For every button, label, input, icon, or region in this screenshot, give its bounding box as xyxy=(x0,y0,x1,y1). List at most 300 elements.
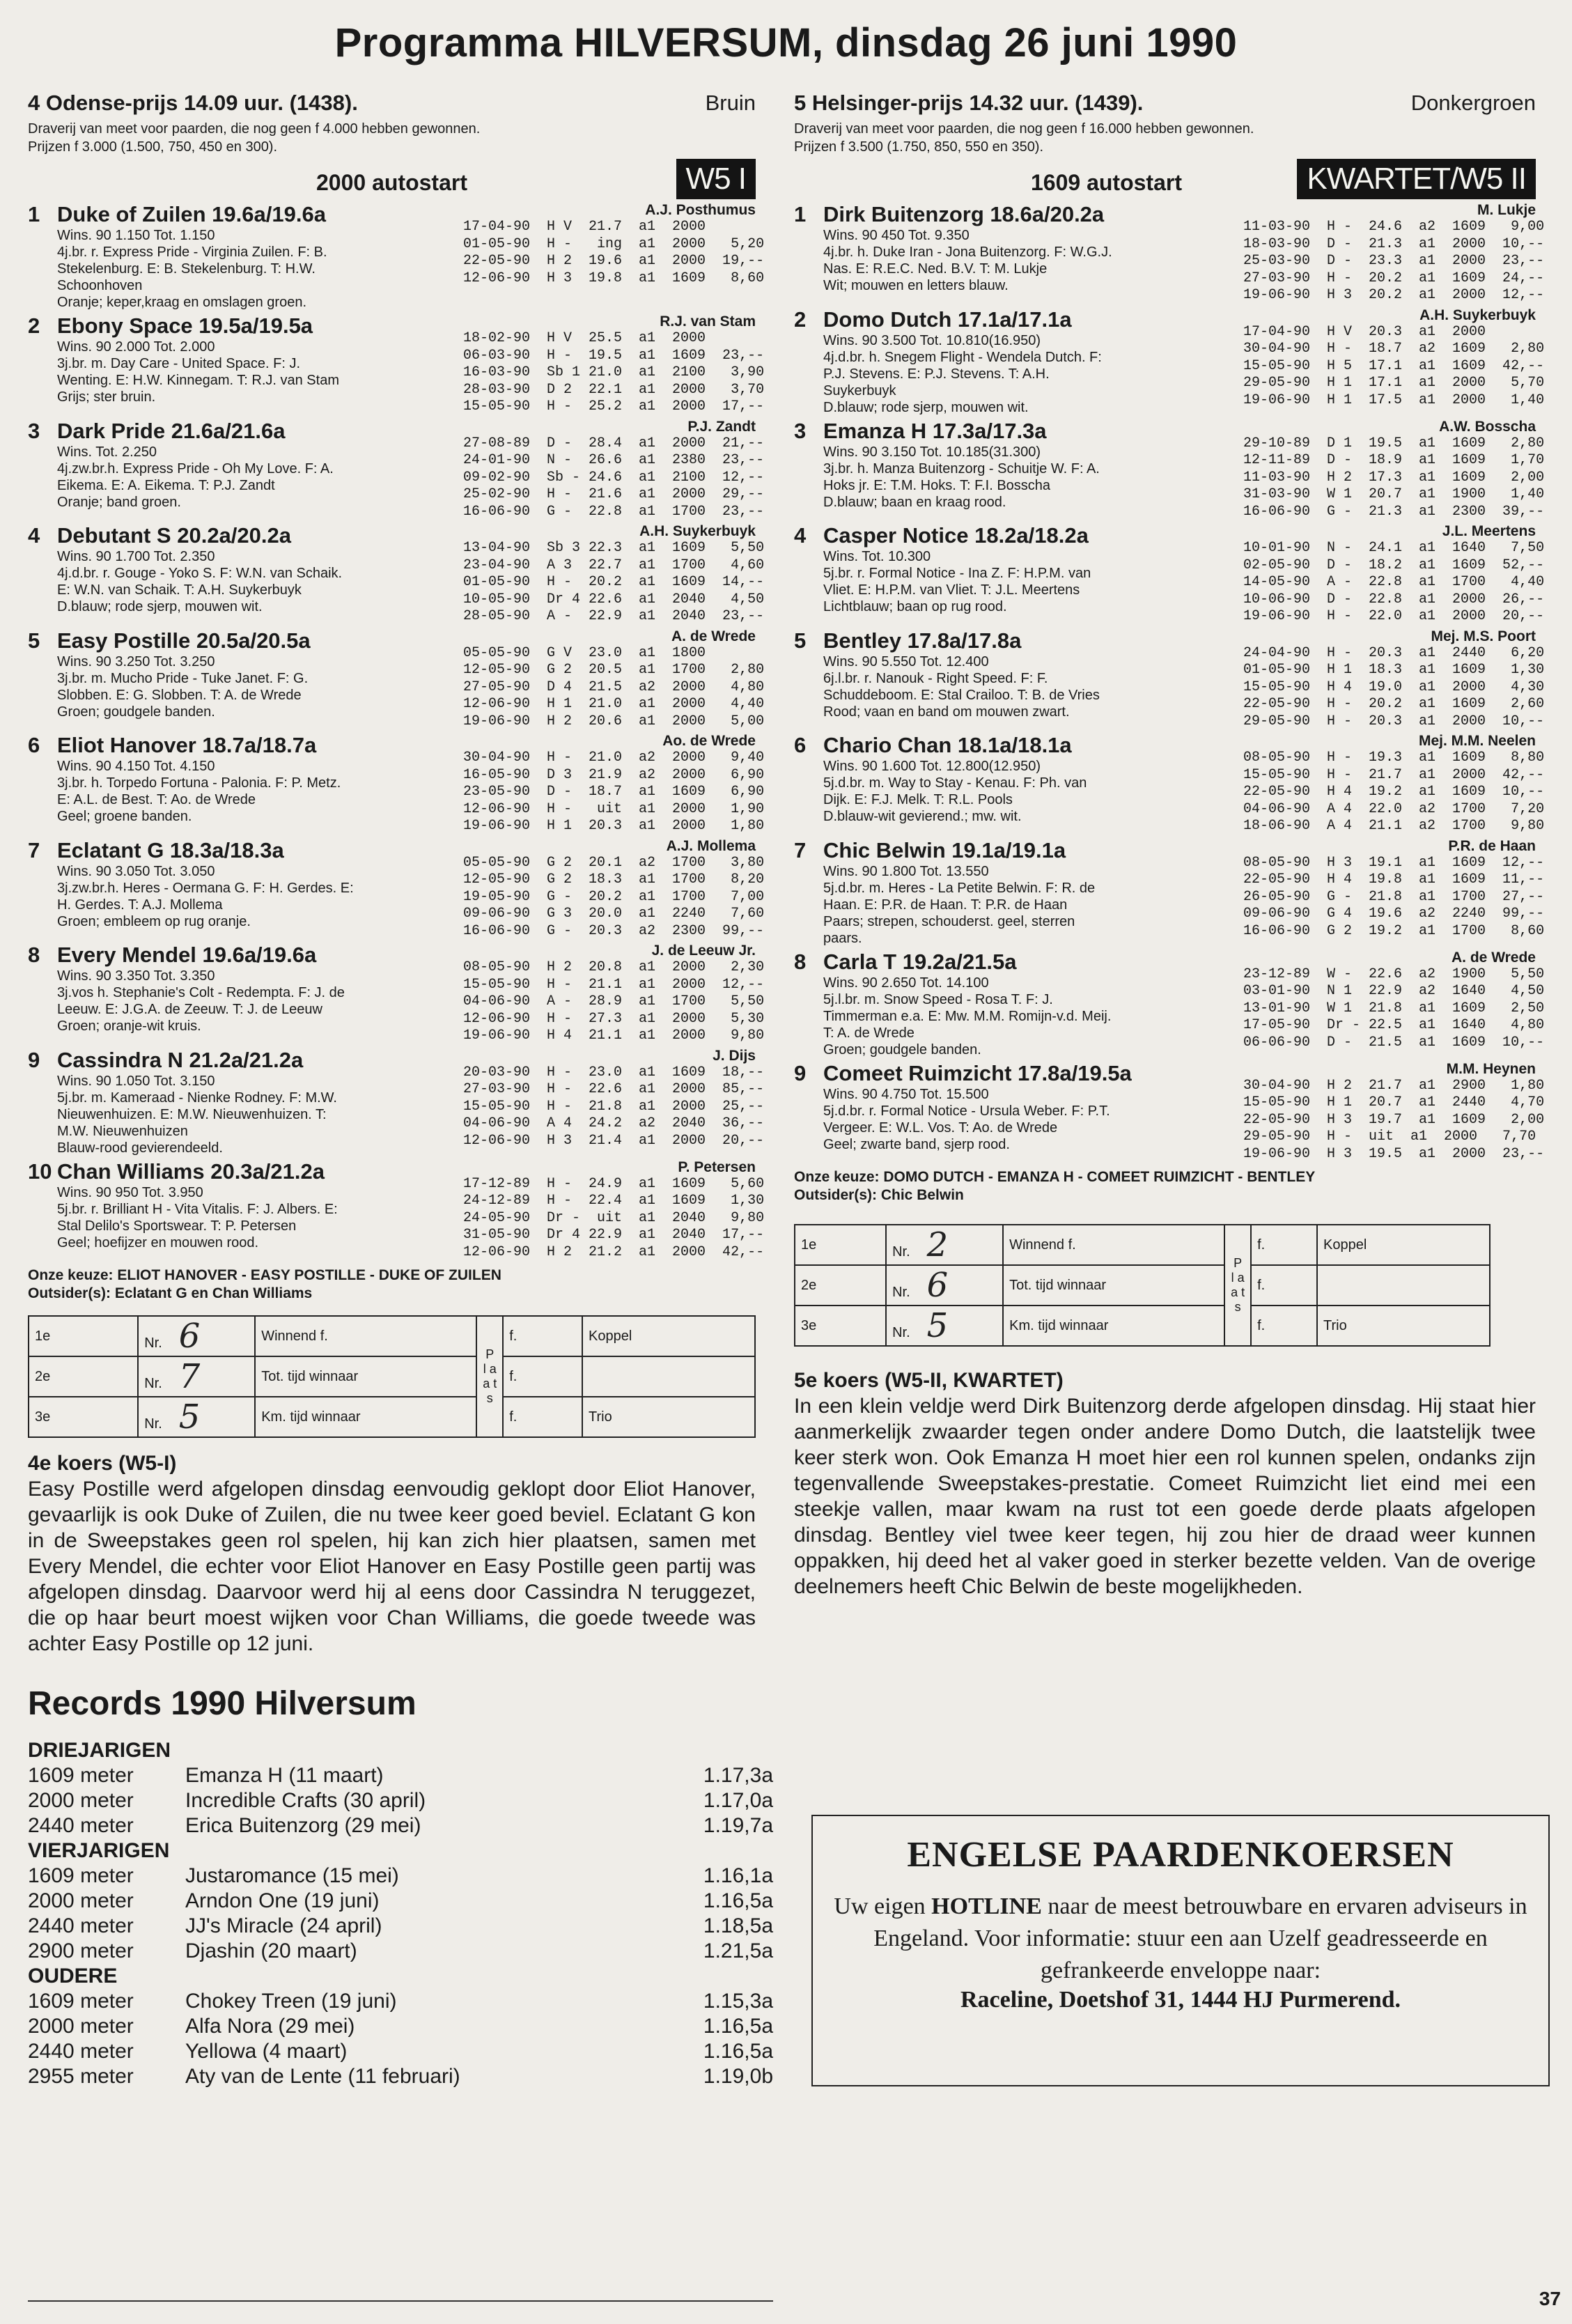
form-line: 15-05-90 H - 21.1 a1 2000 12,-- xyxy=(463,976,765,993)
handwritten-number: 7 xyxy=(178,1357,201,1396)
horse-number: 8 xyxy=(28,943,40,967)
horse-name: Eclatant G 18.3a/18.3a xyxy=(57,837,284,862)
horse-form xyxy=(463,313,765,416)
horse-detail-line: Rood; vaan en band om mouwen zwart. xyxy=(823,704,1070,720)
horse-form xyxy=(463,628,765,731)
horse-detail-line: Wins. 90 450 Tot. 9.350 xyxy=(823,228,970,243)
form-line: 12-06-90 H - uit a1 2000 1,90 xyxy=(463,800,765,817)
horse-form xyxy=(463,1047,765,1156)
form-line: 01-05-90 H - ing a1 2000 5,20 xyxy=(463,235,765,252)
form-line: 15-05-90 H 1 20.7 a1 2440 4,70 xyxy=(1243,1094,1545,1110)
horse-detail-line: Suykerbuyk xyxy=(823,382,896,398)
horse-entry xyxy=(28,943,765,1045)
trainer-name: P.R. de Haan xyxy=(1448,837,1536,854)
horse-name: Easy Postille 20.5a/20.5a xyxy=(57,628,311,653)
horse-info xyxy=(794,733,1243,835)
form-line: 18-06-90 A 4 21.1 a2 1700 9,80 xyxy=(1243,818,1545,834)
record-row xyxy=(28,2064,773,2089)
record-row xyxy=(28,1813,773,1838)
horse-number-cell xyxy=(138,1316,255,1356)
form-line: 31-03-90 W 1 20.7 a1 1900 1,40 xyxy=(1243,486,1545,502)
outsiders xyxy=(28,1285,756,1303)
horse-entry xyxy=(28,837,765,940)
record-row xyxy=(28,1914,773,1939)
record-row xyxy=(28,1788,773,1813)
record-horse: Justaromance (15 mei) xyxy=(185,1864,399,1887)
form-line: 10-01-90 N - 24.1 a1 1640 7,50 xyxy=(1243,540,1545,556)
horse-info xyxy=(28,1159,463,1262)
horse-form xyxy=(463,1159,765,1262)
form-line: 31-05-90 Dr 4 22.9 a1 2040 17,-- xyxy=(463,1227,765,1243)
record-horse: Djashin (20 maart) xyxy=(185,1939,357,1962)
horse-entry xyxy=(794,628,1545,731)
record-distance: 2000 meter xyxy=(28,2015,134,2038)
handwritten-number: 5 xyxy=(926,1306,949,1345)
form-line: 28-05-90 A - 22.9 a1 2040 23,-- xyxy=(463,608,765,624)
horse-info xyxy=(794,838,1243,947)
race-conditions: Draverij van meet voor paarden, die nog geen f 4.000 hebben gewonnen. xyxy=(28,121,481,137)
place-amount: f. xyxy=(503,1356,582,1397)
form-line: 16-03-90 Sb 1 21.0 a1 2100 3,90 xyxy=(463,364,765,380)
horse-name: Cassindra N 21.2a/21.2a xyxy=(57,1047,304,1072)
trainer-name: Ao. de Wrede xyxy=(662,733,756,749)
form-line: 19-06-90 H 3 19.5 a1 2000 23,-- xyxy=(1243,1145,1545,1162)
horse-detail-line: D.blauw-wit gevierend.; mw. wit. xyxy=(823,809,1022,824)
place-label: 1e xyxy=(795,1225,886,1265)
form-line: 15-05-90 H 4 19.0 a1 2000 4,30 xyxy=(1243,679,1545,695)
form-line: 22-05-90 H - 20.2 a1 1609 2,60 xyxy=(1243,696,1545,712)
horse-detail-line: Stekelenburg. E: B. Stekelenburg. T: H.W. xyxy=(57,261,316,277)
trainer-name: J. Dijs xyxy=(713,1047,756,1064)
form-line: 24-12-89 H - 22.4 a1 1609 1,30 xyxy=(463,1193,765,1209)
race-prizes: Prijzen f 3.000 (1.500, 750, 450 en 300). xyxy=(28,139,278,155)
form-line: 06-03-90 H - 19.5 a1 1609 23,-- xyxy=(463,347,765,364)
horse-detail-line: 3j.vos h. Stephanie's Colt - Redempta. F: J. de xyxy=(57,985,345,1000)
record-distance: 2440 meter xyxy=(28,1914,134,1937)
horse-info xyxy=(794,523,1243,626)
koppel-cell: Koppel xyxy=(582,1316,755,1356)
form-line: 30-04-90 H - 21.0 a2 2000 9,40 xyxy=(463,750,765,766)
horse-detail-line: Eikema. E: A. Eikema. T: P.J. Zandt xyxy=(57,477,275,493)
horse-detail-line: Wenting. E: H.W. Kinnegam. T: R.J. van Stam xyxy=(57,373,339,388)
race-description xyxy=(794,120,1536,156)
entries-list xyxy=(28,202,765,1261)
record-distance: 1609 meter xyxy=(28,1764,134,1787)
form-line: 16-06-90 G 2 19.2 a1 1700 8,60 xyxy=(1243,922,1545,939)
horse-detail-line: Nas. E: R.E.C. Ned. B.V. T: M. Lukje xyxy=(823,261,1048,277)
result-label: Tot. tijd winnaar xyxy=(1003,1265,1224,1306)
horse-name-line xyxy=(794,523,1238,548)
record-horse: Yellowa (4 maart) xyxy=(185,2040,348,2063)
form-line: 17-04-90 H V 21.7 a1 2000 xyxy=(463,219,706,235)
form-line: 12-05-90 G 2 18.3 a1 1700 8,20 xyxy=(463,872,765,888)
bet-type-badge: W5 I xyxy=(676,159,756,199)
horse-name: Dark Pride 21.6a/21.6a xyxy=(57,418,286,443)
record-distance: 2000 meter xyxy=(28,1789,134,1812)
horse-name-line xyxy=(28,943,458,968)
ad-title: ENGELSE PAARDENKOERSEN xyxy=(907,1835,1454,1875)
form-line: 19-06-90 H 2 20.6 a1 2000 5,00 xyxy=(463,713,765,729)
form-line: 22-05-90 H 4 19.2 a1 1609 10,-- xyxy=(1243,784,1545,800)
form-line: 19-06-90 H 4 21.1 a1 2000 9,80 xyxy=(463,1028,765,1044)
result-label: Km. tijd winnaar xyxy=(255,1397,476,1437)
place-label: 3e xyxy=(795,1306,886,1346)
result-table xyxy=(28,1315,756,1438)
place-label: 2e xyxy=(795,1265,886,1306)
horse-detail-line: Wins. 90 950 Tot. 3.950 xyxy=(57,1184,203,1200)
horse-detail-line: Wins. 90 1.050 Tot. 3.150 xyxy=(57,1073,215,1089)
record-row xyxy=(28,2039,773,2064)
race-distance: 2000 autostart xyxy=(316,170,467,195)
record-time: 1.16,5a xyxy=(703,1889,773,1912)
horse-form xyxy=(1243,307,1545,416)
entries-list xyxy=(794,202,1545,1163)
form-line: 29-05-90 H 1 17.1 a1 2000 5,70 xyxy=(1243,375,1545,391)
horse-name-line xyxy=(794,950,1238,975)
bet-type-badge: KWARTET/W5 II xyxy=(1297,159,1536,199)
horse-name: Eliot Hanover 18.7a/18.7a xyxy=(57,733,317,757)
horse-detail-line: 3j.br. m. Mucho Pride - Tuke Janet. F: G. xyxy=(57,670,309,686)
horse-form xyxy=(1243,418,1545,521)
horse-detail-line: 3j.zw.br.h. Heres - Oermana G. F: H. Gerdes. E: xyxy=(57,880,354,896)
horse-detail-line: Geel; groene banden. xyxy=(57,809,192,824)
trainer-name: A. de Wrede xyxy=(671,628,756,644)
horse-number: 9 xyxy=(794,1060,807,1085)
handwritten-number: 6 xyxy=(926,1266,949,1305)
horse-detail-line: Stal Delilo's Sportswear. T: P. Petersen xyxy=(57,1218,297,1234)
race-title: 5 Helsinger-prijs 14.32 uur. (1439). xyxy=(794,91,1144,115)
horse-detail-line: 5j.br. r. Formal Notice - Ina Z. F: H.P.M. van xyxy=(823,566,1091,581)
form-line: 18-03-90 D - 21.3 a1 2000 10,-- xyxy=(1243,235,1545,252)
form-line: 29-10-89 D 1 19.5 a1 1609 2,80 xyxy=(1243,435,1545,451)
form-line: 11-03-90 H - 24.6 a2 1609 9,00 xyxy=(1243,219,1545,235)
horse-info xyxy=(794,419,1243,521)
horse-detail-line: Wins. 90 3.250 Tot. 3.250 xyxy=(57,653,215,669)
horse-detail-line: E: W.N. van Schaik. T: A.H. Suykerbuyk xyxy=(57,582,302,598)
form-line: 09-06-90 G 4 19.6 a2 2240 99,-- xyxy=(1243,906,1545,922)
form-line: 09-02-90 Sb - 24.6 a1 2100 12,-- xyxy=(463,469,765,486)
horse-info xyxy=(28,419,463,521)
race-5-column xyxy=(794,91,1545,1599)
ad-body xyxy=(834,1891,1527,1987)
commentary-text: In een klein veldje werd Dirk Buitenzorg derde afgelopen dinsdag. Hij staat hier aanmerkelijk zwaarder tegen onder andere Domo Dutch, die laatstelijk twee keer sterk won. Ook Emanza H moet hier een rol kunnen spelen, ondanks zijn tegenvallende Sweepstakes-prestatie. Comeet Ruimzicht liet eind mei een steekje vallen, maar kwam na rust tot een goede derde plaats afgelopen dinsdag. Bentley viel twee keer tegen, hij zou hier de draad weer kunnen oppakken, hij deed het al vaker goed in sterker bezette velden. Van de overige deelnemers heeft Chic Belwin de beste mogelijkheden. xyxy=(794,1395,1536,1598)
horse-info xyxy=(794,1061,1243,1163)
race-color: Bruin xyxy=(705,91,756,115)
horse-detail-line: Vergeer. E: W.L. Vos. T: Ao. de Wrede xyxy=(823,1120,1058,1136)
form-line: 22-05-90 H 4 19.8 a1 1609 11,-- xyxy=(1243,872,1545,888)
our-choice xyxy=(794,1168,1536,1186)
record-time: 1.18,5a xyxy=(703,1914,773,1937)
form-line: 27-05-90 D 4 21.5 a2 2000 4,80 xyxy=(463,679,765,695)
horse-detail-line: Wins. 90 1.600 Tot. 12.800(12.950) xyxy=(823,759,1041,774)
records-group-title: OUDERE xyxy=(28,1965,118,1988)
form-line: 23-04-90 A 3 22.7 a1 1700 4,60 xyxy=(463,557,765,573)
horse-info xyxy=(794,202,1243,304)
horse-name: Bentley 17.8a/17.8a xyxy=(823,628,1022,653)
horse-number: 1 xyxy=(28,202,40,226)
commentary-title: 4e koers (W5-I) xyxy=(28,1452,177,1475)
horse-form xyxy=(463,202,765,311)
form-line: 12-06-90 H - 27.3 a1 2000 5,30 xyxy=(463,1010,765,1027)
horse-detail-line: 4j.br. r. Express Pride - Virginia Zuilen. F: B. xyxy=(57,245,327,260)
result-row xyxy=(29,1356,755,1397)
race-conditions: Draverij van meet voor paarden, die nog geen f 16.000 hebben gewonnen. xyxy=(794,121,1254,137)
nr-label: Nr. xyxy=(144,1416,162,1432)
horse-number: 3 xyxy=(28,418,40,443)
horse-name-line xyxy=(28,1048,458,1073)
horse-info xyxy=(28,202,463,311)
result-row xyxy=(29,1397,755,1437)
horse-entry xyxy=(794,837,1545,947)
horse-number: 7 xyxy=(794,837,807,862)
horse-detail-line: M.W. Nieuwenhuizen xyxy=(57,1123,188,1139)
form-line: 16-06-90 G - 21.3 a1 2300 39,-- xyxy=(1243,503,1545,520)
record-horse: Emanza H (11 maart) xyxy=(185,1764,384,1787)
plaats-label: P l a a t s xyxy=(1224,1225,1251,1346)
horse-name-line xyxy=(794,419,1238,444)
form-line: 15-05-90 H - 21.8 a1 2000 25,-- xyxy=(463,1098,765,1115)
horse-name-line xyxy=(794,733,1238,758)
horse-detail-line: Slobben. E: G. Slobben. T: A. de Wrede xyxy=(57,687,302,703)
record-horse: Erica Buitenzorg (29 mei) xyxy=(185,1814,421,1837)
outsiders xyxy=(794,1186,1536,1204)
place-label: 1e xyxy=(29,1316,138,1356)
ad-hotline: HOTLINE xyxy=(931,1893,1042,1919)
trainer-name: J. de Leeuw Jr. xyxy=(651,943,756,959)
horse-number: 5 xyxy=(28,628,40,653)
form-line: 15-05-90 H - 25.2 a1 2000 17,-- xyxy=(463,398,765,415)
form-line: 19-05-90 G - 20.2 a1 1700 7,00 xyxy=(463,888,765,905)
horse-info xyxy=(28,838,463,940)
record-row xyxy=(28,2014,773,2039)
record-time: 1.16,1a xyxy=(703,1864,773,1887)
form-line: 12-06-90 H 3 21.4 a1 2000 20,-- xyxy=(463,1132,765,1149)
form-line: 06-06-90 D - 21.5 a1 1609 10,-- xyxy=(1243,1034,1545,1051)
form-line: 04-06-90 A - 28.9 a1 1700 5,50 xyxy=(463,993,765,1009)
horse-detail-line: Geel; zwarte band, sjerp rood. xyxy=(823,1136,1010,1152)
race-description xyxy=(28,120,756,156)
horse-info xyxy=(28,733,463,835)
horse-detail-line: Schuddeboom. E: Stal Crailoo. T: B. de Vries xyxy=(823,687,1100,703)
horse-detail-line: Groen; goudgele banden. xyxy=(57,704,215,720)
horse-detail-line: Wins. 90 2.000 Tot. 2.000 xyxy=(57,339,215,355)
horse-detail-line: Oranje; band groen. xyxy=(57,494,181,510)
horse-detail-line: Wins. 90 3.050 Tot. 3.050 xyxy=(57,863,215,879)
record-horse: Arndon One (19 juni) xyxy=(185,1889,380,1912)
form-line: 23-12-89 W - 22.6 a2 1900 5,50 xyxy=(1243,966,1545,982)
horse-entry xyxy=(794,523,1545,626)
record-distance: 2900 meter xyxy=(28,1939,134,1962)
horse-number: 4 xyxy=(28,523,40,548)
horse-detail-line: Wit; mouwen en letters blauw. xyxy=(823,278,1009,293)
race-distance: 1609 autostart xyxy=(1031,170,1182,195)
nr-label: Nr. xyxy=(144,1376,162,1391)
horse-detail-line: Leeuw. E: J.G.A. de Zeeuw. T: J. de Leeuw xyxy=(57,1002,322,1017)
horse-name: Dirk Buitenzorg 18.6a/20.2a xyxy=(823,202,1105,226)
horse-name-line xyxy=(28,733,458,758)
result-row xyxy=(795,1306,1490,1346)
horse-number-cell xyxy=(138,1397,255,1437)
race-commentary xyxy=(28,1450,756,1657)
horse-form xyxy=(463,418,765,521)
horse-number: 10 xyxy=(28,1159,52,1184)
horse-name: Debutant S 20.2a/20.2a xyxy=(57,523,291,548)
commentary-title: 5e koers (W5-II, KWARTET) xyxy=(794,1369,1064,1392)
commentary-text: Easy Postille werd afgelopen dinsdag eenvoudig geklopt door Eliot Hanover, gevaarlijk is ook Duke of Zuilen, die nu twee keer goed beviel. Eclatant G kon in de Sweepstakes geen rol spelen, hij kan zich hier plaatsen, samen met Every Mendel, die echter voor Eliot Hanover en Easy Postille geen partij was afgelopen dinsdag. Daarvoor werd hij al eens door Cassindra N teruggezet, die op haar beurt moest wijken voor Chan Williams, die goede tweede was achter Easy Postille op 12 juni. xyxy=(28,1478,756,1655)
form-line: 16-06-90 G - 22.8 a1 1700 23,-- xyxy=(463,503,765,520)
our-choice-label: Onze keuze: xyxy=(28,1267,114,1283)
race-header xyxy=(794,91,1536,116)
form-line: 14-05-90 A - 22.8 a1 1700 4,40 xyxy=(1243,574,1545,590)
horse-info xyxy=(794,307,1243,416)
horse-name-line xyxy=(28,1159,458,1184)
horse-detail-line: Grijs; ster bruin. xyxy=(57,389,156,405)
record-row xyxy=(28,1939,773,1964)
horse-detail-line: Wins. Tot. 10.300 xyxy=(823,549,931,564)
trainer-name: A.W. Bosscha xyxy=(1439,418,1536,435)
horse-entry xyxy=(28,1047,765,1156)
horse-detail-line: 4j.d.br. h. Snegem Flight - Wendela Dutch. F: xyxy=(823,349,1102,365)
form-line: 23-05-90 D - 18.7 a1 1609 6,90 xyxy=(463,784,765,800)
horse-entry xyxy=(28,313,765,416)
horse-detail-line: Wins. 90 1.800 Tot. 13.550 xyxy=(823,863,989,879)
horse-name-line xyxy=(28,523,458,548)
horse-detail-line: 3j.br. h. Manza Buitenzorg - Schuitje W. F: A. xyxy=(823,460,1100,477)
horse-detail-line: Hoks jr. E: T.M. Hoks. T: F.I. Bosscha xyxy=(823,477,1051,493)
ad-body-pre: Uw eigen xyxy=(834,1893,932,1919)
horse-detail-line: H. Gerdes. T: A.J. Mollema xyxy=(57,897,223,913)
form-line: 03-01-90 N 1 22.9 a2 1640 4,50 xyxy=(1243,983,1545,999)
horse-name-line xyxy=(794,307,1238,332)
horse-form xyxy=(463,523,765,626)
horse-form xyxy=(1243,733,1545,835)
horse-info xyxy=(28,523,463,626)
form-line: 27-03-90 H - 20.2 a1 1609 24,-- xyxy=(1243,270,1545,286)
horse-name-line xyxy=(794,1061,1238,1086)
outsiders-value: Chic Belwin xyxy=(880,1187,964,1203)
form-line: 05-05-90 G V 23.0 a1 1800 xyxy=(463,644,706,661)
our-choice-label: Onze keuze: xyxy=(794,1169,880,1185)
form-line: 30-04-90 H 2 21.7 a1 2900 1,80 xyxy=(1243,1077,1545,1094)
nr-label: Nr. xyxy=(892,1325,910,1340)
race-prizes: Prijzen f 3.500 (1.750, 850, 550 en 350). xyxy=(794,139,1044,155)
form-line: 24-01-90 N - 26.6 a1 2380 23,-- xyxy=(463,452,765,468)
blank-cell xyxy=(582,1356,755,1397)
horse-detail-line: E: A.L. de Best. T: Ao. de Wrede xyxy=(57,792,256,807)
horse-name-line xyxy=(794,628,1238,653)
form-line: 10-05-90 Dr 4 22.6 a1 2040 4,50 xyxy=(463,591,765,607)
form-line: 27-08-89 D - 28.4 a1 2000 21,-- xyxy=(463,435,765,451)
nr-label: Nr. xyxy=(144,1335,162,1351)
horse-number: 4 xyxy=(794,523,807,548)
page-title: Programma HILVERSUM, dinsdag 26 juni 1990 xyxy=(334,20,1238,65)
horse-number: 5 xyxy=(794,628,807,653)
form-line: 02-05-90 D - 18.2 a1 1609 52,-- xyxy=(1243,557,1545,573)
horse-entry xyxy=(794,307,1545,416)
place-amount: f. xyxy=(1251,1265,1317,1306)
horse-name-line xyxy=(794,202,1238,227)
form-line: 25-03-90 D - 23.3 a1 2000 23,-- xyxy=(1243,253,1545,269)
horse-form xyxy=(463,837,765,940)
trainer-name: A.H. Suykerbuyk xyxy=(639,523,756,539)
horse-number: 7 xyxy=(28,837,40,862)
record-horse: JJ's Miracle (24 april) xyxy=(185,1914,382,1937)
horse-name-line xyxy=(28,419,458,444)
record-row xyxy=(28,1864,773,1889)
horse-detail-line: Schoonhoven xyxy=(57,278,143,293)
record-horse: Aty van de Lente (11 februari) xyxy=(185,2065,460,2088)
form-line: 12-06-90 H 3 19.8 a1 1609 8,60 xyxy=(463,270,765,286)
trainer-name: P. Petersen xyxy=(678,1159,756,1175)
horse-form xyxy=(1243,202,1545,304)
place-amount: f. xyxy=(503,1397,582,1437)
horse-detail-line: Wins. 90 3.500 Tot. 10.810(16.950) xyxy=(823,332,1041,348)
horse-name-line xyxy=(28,313,458,339)
race-header xyxy=(28,91,756,116)
horse-detail-line: Wins. 90 1.700 Tot. 2.350 xyxy=(57,549,215,564)
result-label: Winnend f. xyxy=(255,1316,476,1356)
form-line: 22-05-90 H 3 19.7 a1 1609 2,00 xyxy=(1243,1111,1545,1128)
horse-info xyxy=(794,950,1243,1058)
record-time: 1.16,5a xyxy=(703,2015,773,2038)
blank-cell xyxy=(1317,1265,1490,1306)
horse-entry xyxy=(28,418,765,521)
horse-detail-line: Groen; oranje-wit kruis. xyxy=(57,1018,201,1034)
our-choice-value: ELIOT HANOVER - EASY POSTILLE - DUKE OF ZUILEN xyxy=(117,1267,501,1283)
record-time: 1.15,3a xyxy=(703,1990,773,2013)
trio-cell: Trio xyxy=(1317,1306,1490,1346)
form-line: 20-03-90 H - 23.0 a1 1609 18,-- xyxy=(463,1064,765,1080)
form-line: 01-05-90 H 1 18.3 a1 1609 1,30 xyxy=(1243,662,1545,678)
plaats-label: P l a a t s xyxy=(476,1316,503,1437)
horse-number: 2 xyxy=(28,313,40,338)
outsiders-label: Outsider(s): xyxy=(28,1285,111,1301)
horse-number: 8 xyxy=(794,949,807,974)
horse-entry xyxy=(28,1159,765,1262)
distance-row xyxy=(28,159,756,199)
records-group-title: DRIEJARIGEN xyxy=(28,1739,171,1762)
record-distance: 2955 meter xyxy=(28,2065,134,2088)
horse-form xyxy=(1243,1060,1545,1163)
horse-detail-line: 5j.d.br. m. Way to Stay - Kenau. F: Ph. van xyxy=(823,775,1087,791)
form-line: 04-06-90 A 4 22.0 a2 1700 7,20 xyxy=(1243,800,1545,817)
handwritten-number: 6 xyxy=(178,1317,201,1356)
form-line: 26-05-90 G - 21.8 a1 1700 27,-- xyxy=(1243,888,1545,905)
horse-name-line xyxy=(28,838,458,863)
horse-detail-line: Groen; goudgele banden. xyxy=(823,1041,981,1058)
race-color: Donkergroen xyxy=(1410,91,1536,115)
record-horse: Chokey Treen (19 juni) xyxy=(185,1990,397,2013)
trainer-name: A.J. Posthumus xyxy=(645,202,756,218)
record-distance: 2000 meter xyxy=(28,1889,134,1912)
horse-detail-line: Groen; embleem op rug oranje. xyxy=(57,913,251,929)
trainer-name: P.J. Zandt xyxy=(687,418,756,435)
horse-name-line xyxy=(794,838,1238,863)
horse-detail-line: P.J. Stevens. E: P.J. Stevens. T: A.H. xyxy=(823,366,1050,382)
horse-name: Chic Belwin 19.1a/19.1a xyxy=(823,837,1066,862)
horse-number: 6 xyxy=(794,733,807,757)
horse-detail-line: Wins. Tot. 2.250 xyxy=(57,444,157,460)
form-line: 11-03-90 H 2 17.3 a1 1609 2,00 xyxy=(1243,469,1545,486)
horse-detail-line: Nieuwenhuizen. E: M.W. Nieuwenhuizen. T: xyxy=(57,1106,327,1122)
horse-form xyxy=(463,733,765,835)
horse-number: 3 xyxy=(794,418,807,443)
horse-entry xyxy=(794,733,1545,835)
record-time: 1.17,0a xyxy=(703,1789,773,1812)
horse-detail-line: 3j.br. m. Day Care - United Space. F: J. xyxy=(57,356,301,371)
koppel-cell: Koppel xyxy=(1317,1225,1490,1265)
form-line: 27-03-90 H - 22.6 a1 2000 85,-- xyxy=(463,1081,765,1097)
